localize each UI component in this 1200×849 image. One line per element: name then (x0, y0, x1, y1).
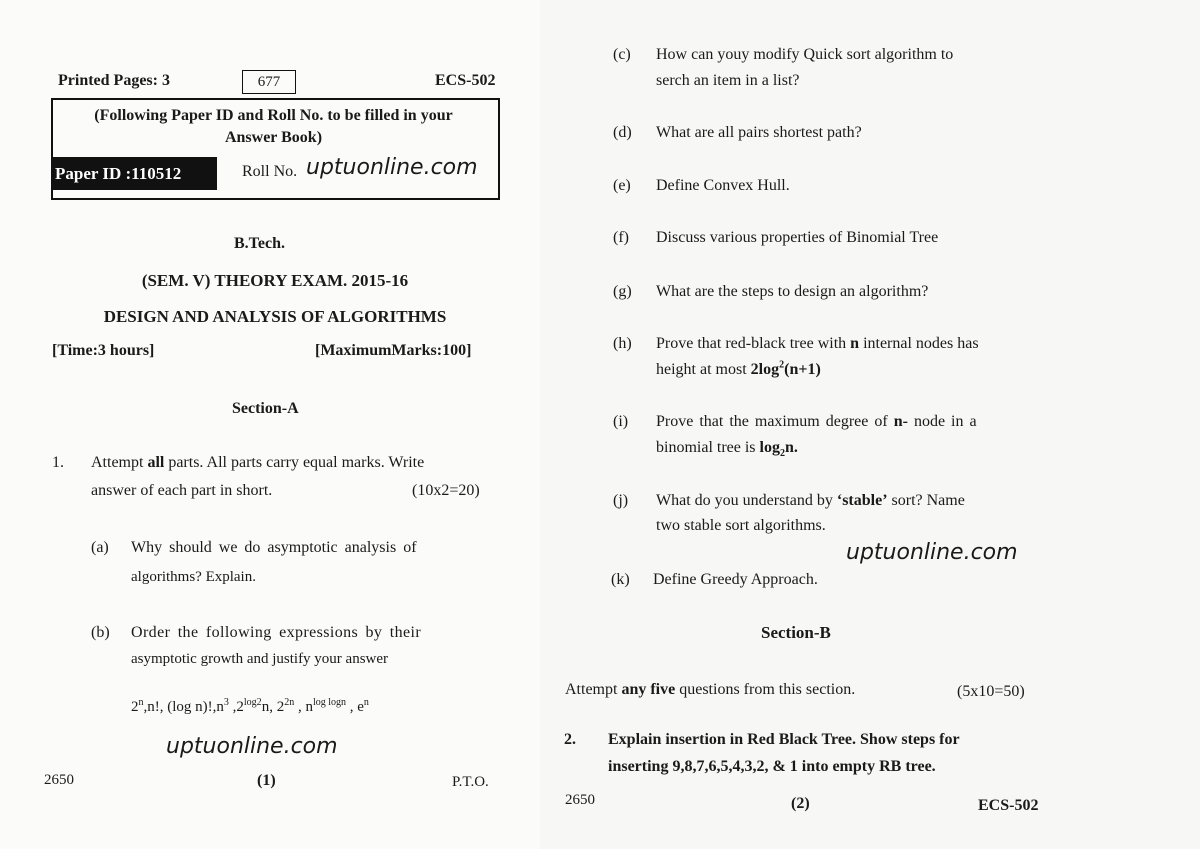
question-a-line-2: algorithms? Explain. (131, 569, 256, 585)
question-2-line-1: Explain insertion in Red Black Tree. Show steps for (608, 731, 960, 748)
question-h-line-1: Prove that red-black tree with n internal nodes has (656, 335, 979, 352)
footer-serial: 2650 (565, 792, 595, 808)
question-j-line-1: What do you understand by ‘stable’ sort? Name (656, 492, 965, 509)
question-c-line-1: How can youy modify Quick sort algorithm to (656, 46, 954, 63)
section-b-instruction: Attempt any five questions from this section. (565, 681, 856, 698)
paper-id: Paper ID :110512 (51, 157, 217, 190)
question-b-line-2: asymptotic growth and justify your answer (131, 651, 389, 667)
exam-page-2 (540, 0, 1200, 849)
question-k-text: Define Greedy Approach. (653, 571, 818, 588)
question-1-line-1: Attempt all parts. All parts carry equal marks. Write (91, 454, 425, 471)
section-b-marks: (5x10=50) (957, 683, 1025, 700)
instruction-line-1: (Following Paper ID and Roll No. to be filled in your (94, 107, 453, 124)
paper-code-box: 677 (242, 70, 296, 94)
footer-course-code: ECS-502 (978, 797, 1039, 814)
course-code: ECS-502 (435, 72, 496, 89)
exam-title: (SEM. V) THEORY EXAM. 2015-16 (141, 271, 409, 290)
section-b-heading: Section-B (761, 623, 831, 642)
question-i-line-2: binomial tree is $\log_2n$. (656, 439, 798, 460)
watermark: uptuonline.com (306, 155, 478, 180)
question-1-line-2: answer of each part in short. (91, 482, 273, 499)
question-h-line-2: height at most $2\log^2(n+1)$ (656, 359, 821, 378)
degree: B.Tech. (234, 235, 285, 252)
question-f-text: Discuss various properties of Binomial Tree (656, 229, 939, 246)
roll-no-label: Roll No. (242, 163, 298, 180)
question-i-line-1: Prove that the maximum degree of n- node in a (656, 413, 977, 430)
footer-page-number: (2) (791, 795, 810, 812)
watermark: uptuonline.com (846, 540, 1018, 565)
question-j-label: (j) (613, 492, 629, 509)
question-2-number: 2. (564, 731, 576, 748)
question-2-line-2: inserting 9,8,7,6,5,4,3,2, & 1 into empty RB tree. (608, 758, 936, 775)
question-e-text: Define Convex Hull. (656, 177, 790, 194)
question-j-line-2: two stable sort algorithms. (656, 517, 826, 534)
footer-serial: 2650 (44, 772, 74, 788)
footer-pto: P.T.O. (452, 774, 489, 790)
question-b-expressions: 2$^n$,n!, (log $n)!,n^3$ $,2^{log2}n$, $2^{2n}$ , $n^{log logn}$ , $e^n$ (131, 697, 369, 715)
printed-pages: Printed Pages: 3 (58, 72, 170, 89)
section-a-heading: Section-A (232, 400, 299, 417)
question-1-marks: (10x2=20) (412, 482, 480, 499)
question-c-line-2: serch an item in a list? (656, 72, 800, 89)
question-a-line-1: Why should we do asymptotic analysis of (131, 539, 417, 556)
question-g-label: (g) (613, 283, 632, 300)
question-b-line-1: Order the following expressions by their (131, 624, 422, 641)
question-b-label: (b) (91, 624, 110, 641)
footer-page-number: (1) (257, 772, 276, 789)
subject-title: DESIGN AND ANALYSIS OF ALGORITHMS (103, 307, 447, 326)
question-1-number: 1. (52, 454, 64, 471)
watermark: uptuonline.com (166, 734, 338, 759)
question-d-text: What are all pairs shortest path? (656, 124, 862, 141)
maximum-marks: [MaximumMarks:100] (315, 342, 472, 359)
time-allowed: [Time:3 hours] (52, 342, 155, 359)
question-e-label: (e) (613, 177, 631, 194)
question-g-text: What are the steps to design an algorithm? (656, 283, 929, 300)
question-f-label: (f) (613, 229, 629, 246)
question-c-label: (c) (613, 46, 631, 63)
question-d-label: (d) (613, 124, 632, 141)
exam-page-1 (0, 0, 540, 849)
question-h-label: (h) (613, 335, 632, 352)
instruction-line-2: Answer Book) (224, 129, 323, 146)
question-k-label: (k) (611, 571, 630, 588)
question-i-label: (i) (613, 413, 629, 430)
question-a-label: (a) (91, 539, 109, 556)
